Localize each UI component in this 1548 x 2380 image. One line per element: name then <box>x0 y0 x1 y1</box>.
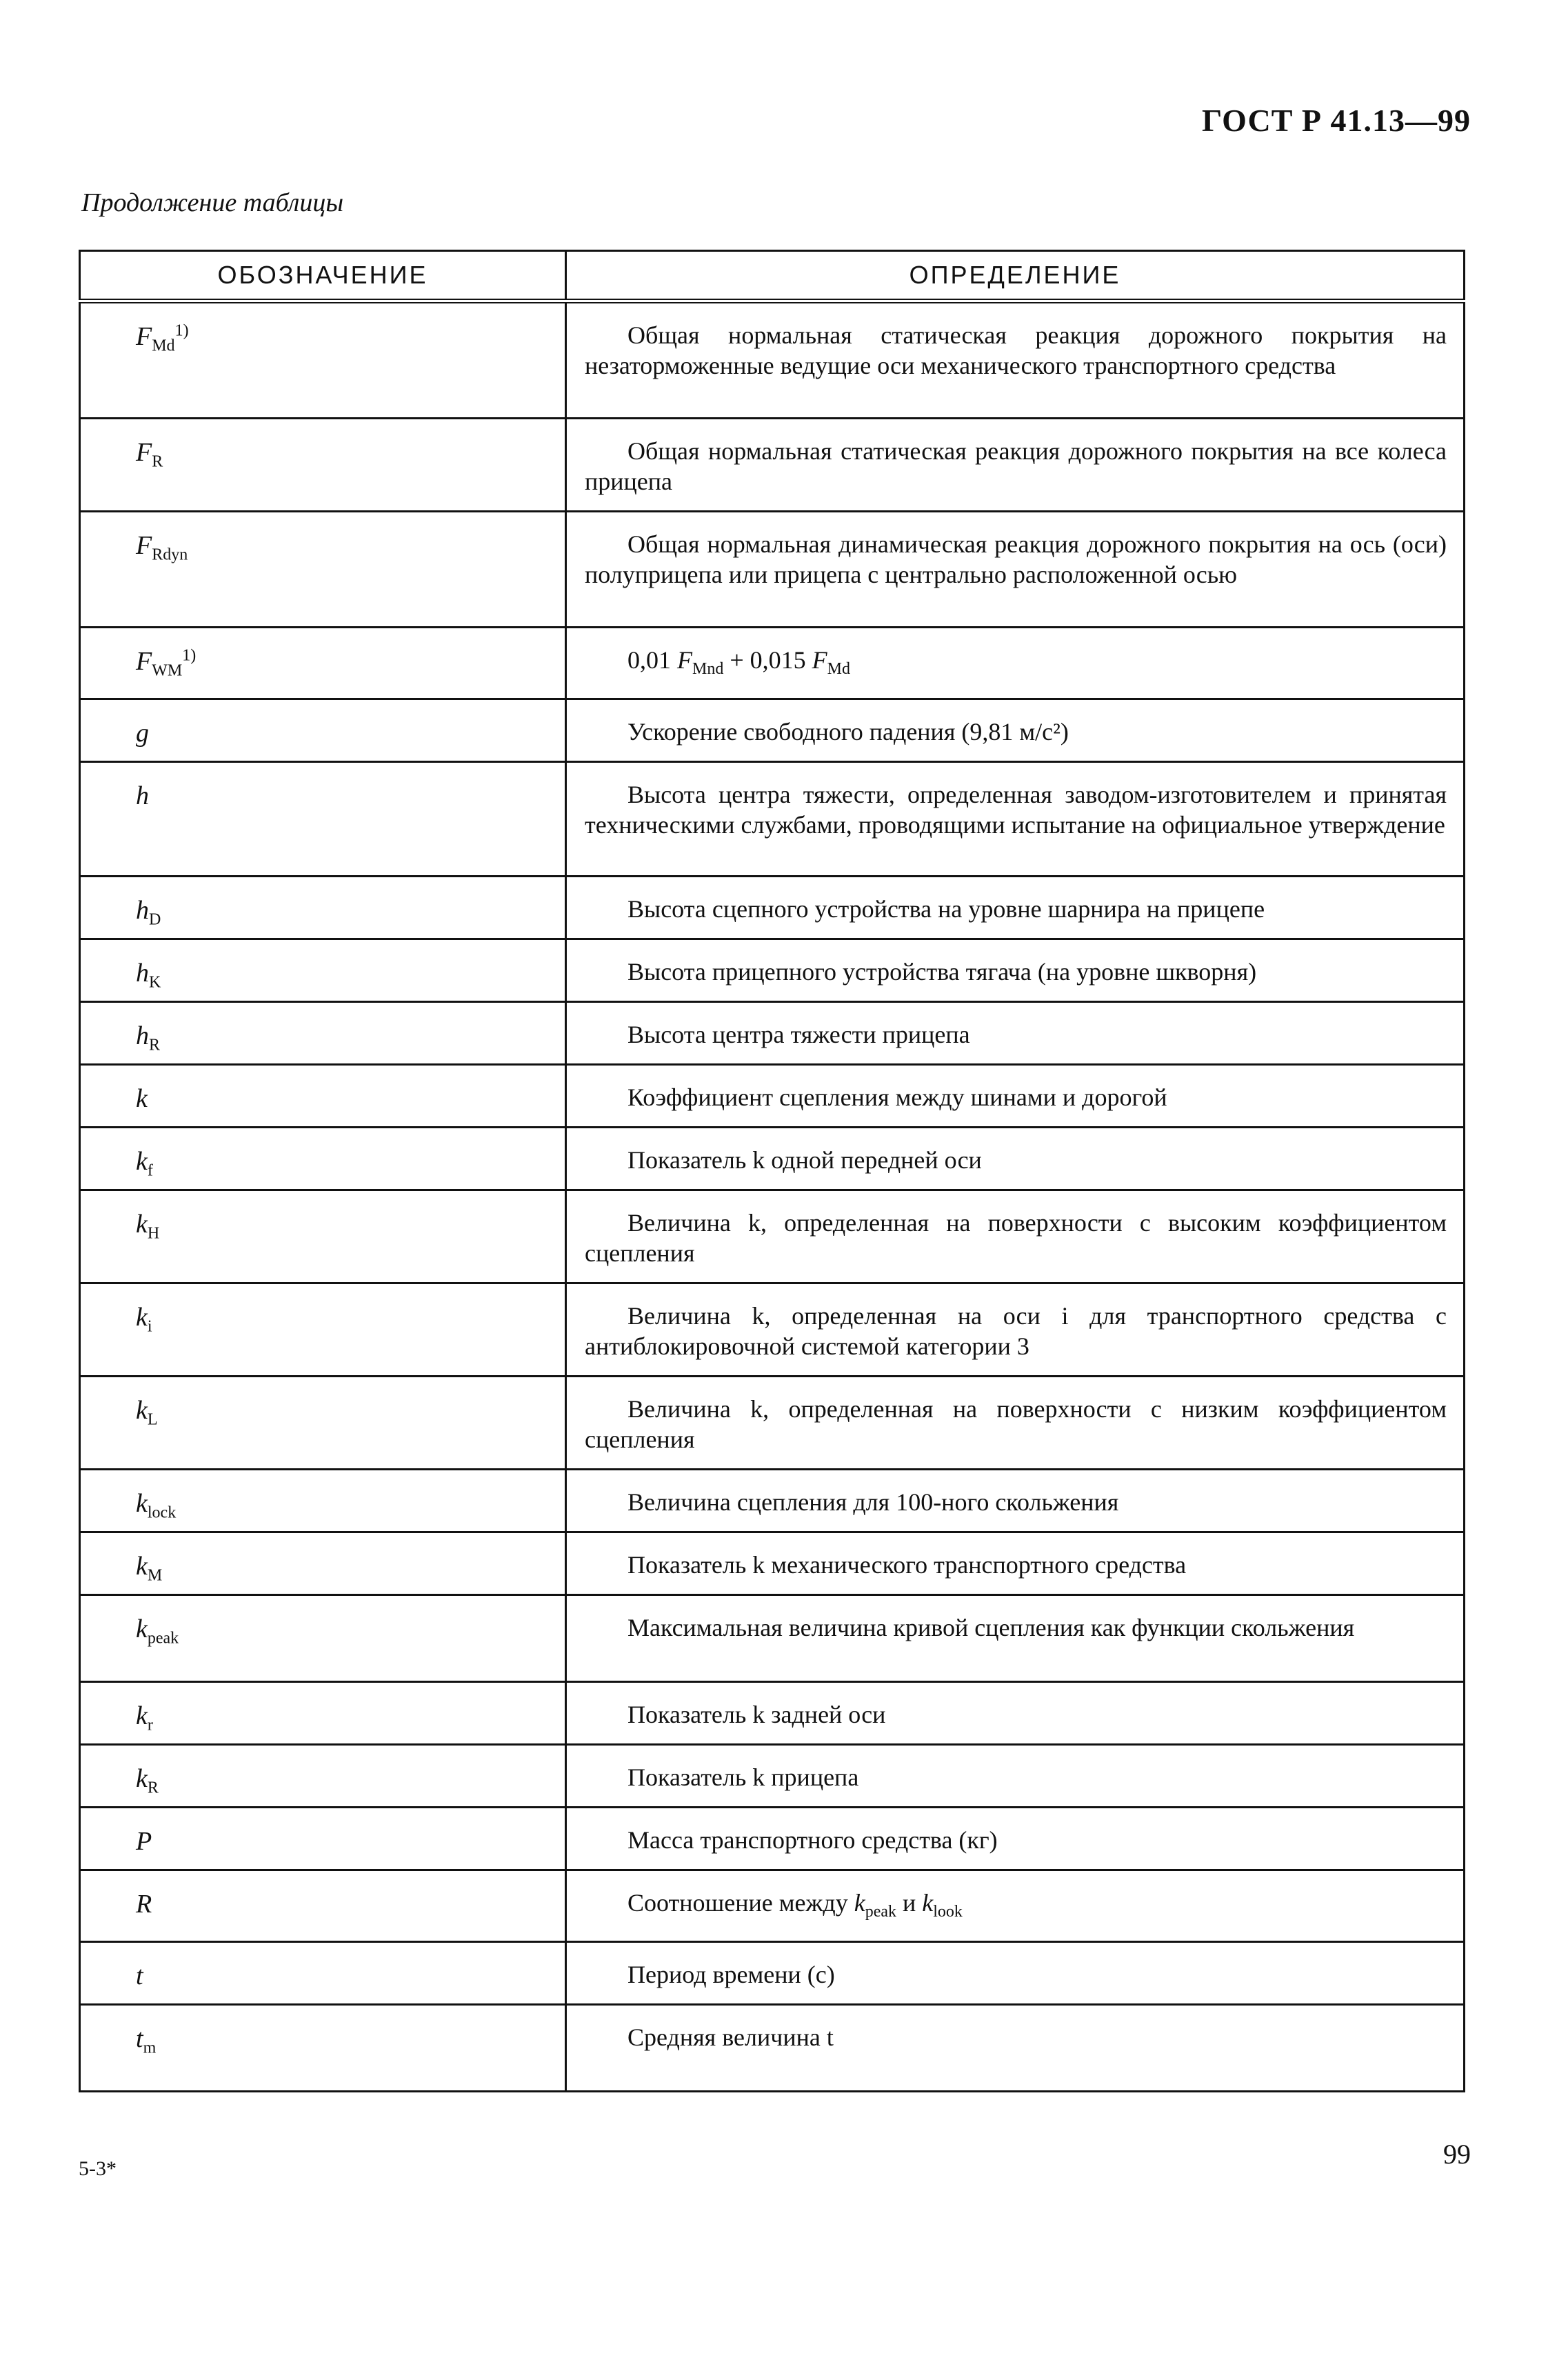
symbol-subscript: i <box>147 1317 152 1336</box>
symbol-base: k <box>136 1303 148 1332</box>
symbol-base: h <box>136 781 149 811</box>
symbol-subscript: f <box>147 1161 153 1180</box>
definition-cell: Общая нормальная динамическая реакция дорожного покрытия на ось (оси) полуприцепа или прицепа с центрально расположенной осью <box>566 512 1465 628</box>
column-header-definition: ОПРЕДЕЛЕНИЕ <box>566 251 1465 301</box>
symbol-cell <box>80 301 566 419</box>
symbol-subscript: WM <box>152 661 183 680</box>
symbol-cell <box>80 1128 566 1190</box>
symbol-cell <box>80 699 566 762</box>
symbol-subscript: lock <box>147 1503 177 1522</box>
symbol-subscript: r <box>147 1716 153 1734</box>
table-row <box>80 1532 1465 1595</box>
symbol-cell <box>80 1682 566 1745</box>
symbol-cell <box>80 2005 566 2092</box>
symbol-base: h <box>136 896 149 926</box>
symbol-subscript: H <box>147 1224 160 1243</box>
symbol-cell <box>80 1065 566 1128</box>
symbol-cell <box>80 1190 566 1283</box>
definition-cell: Масса транспортного средства (кг) <box>566 1808 1465 1870</box>
definition-cell: Показатель k механического транспортного средства <box>566 1532 1465 1595</box>
table-row <box>80 301 1465 419</box>
footer-sheet-mark: 5-3* <box>79 2157 117 2180</box>
definition-cell: Показатель k прицепа <box>566 1745 1465 1808</box>
definition-cell: Величина сцепления для 100-ного скольжения <box>566 1470 1465 1532</box>
symbol-base: k <box>136 1210 148 1239</box>
symbol-subscript: K <box>149 973 161 992</box>
symbol-cell <box>80 939 566 1002</box>
definition-cell: Высота центра тяжести, определенная заводом-изготовителем и принятая техническими службами, проводящими испытание на официальное утверждение <box>566 762 1465 877</box>
symbol-cell <box>80 1002 566 1065</box>
symbol-subscript: m <box>143 2039 157 2057</box>
table-row <box>80 1470 1465 1532</box>
table-row <box>80 1377 1465 1470</box>
table-row <box>80 2005 1465 2092</box>
table-row <box>80 628 1465 699</box>
symbol-base: F <box>136 647 152 676</box>
table-row <box>80 419 1465 512</box>
symbol-base: t <box>136 2024 143 2054</box>
symbol-base: k <box>136 1147 148 1177</box>
definition-cell: Средняя величина t <box>566 2005 1465 2092</box>
table-row <box>80 1745 1465 1808</box>
symbol-cell <box>80 628 566 699</box>
symbol-base: F <box>136 322 152 351</box>
symbol-cell <box>80 1283 566 1377</box>
column-header-symbol: ОБОЗНАЧЕНИЕ <box>80 251 566 301</box>
symbol-base: g <box>136 719 149 748</box>
definition-cell: Ускорение свободного падения (9,81 м/с²) <box>566 699 1465 762</box>
definition-cell: Показатель k одной передней оси <box>566 1128 1465 1190</box>
definition-cell: Коэффициент сцепления между шинами и дорогой <box>566 1065 1465 1128</box>
symbol-base: P <box>136 1827 152 1857</box>
symbol-base: k <box>136 1396 148 1426</box>
definition-cell: Максимальная величина кривой сцепления как функции скольжения <box>566 1595 1465 1682</box>
table-row <box>80 512 1465 628</box>
definition-cell: Величина k, определенная на поверхности с высоким коэффициентом сцепления <box>566 1190 1465 1283</box>
definition-cell: Высота прицепного устройства тягача (на уровне шкворня) <box>566 939 1465 1002</box>
definitions-table <box>79 250 1465 2092</box>
table-row <box>80 1065 1465 1128</box>
table-row <box>80 1128 1465 1190</box>
table-row <box>80 939 1465 1002</box>
table-row <box>80 1808 1465 1870</box>
symbol-base: k <box>136 1614 148 1644</box>
document-code: ГОСТ Р 41.13—99 <box>1202 103 1471 138</box>
symbol-cell <box>80 1942 566 2005</box>
table-row <box>80 1870 1465 1942</box>
symbol-subscript: D <box>149 910 161 929</box>
table-row <box>80 1190 1465 1283</box>
definition-cell: Соотношение между $k_{peak}$ и $k_{look}$ <box>566 1870 1465 1942</box>
symbol-cell <box>80 419 566 512</box>
definition-cell: Показатель k задней оси <box>566 1682 1465 1745</box>
symbol-subscript: R <box>152 452 163 471</box>
symbol-cell <box>80 1470 566 1532</box>
symbol-cell <box>80 1808 566 1870</box>
symbol-base: k <box>136 1489 148 1519</box>
table-row <box>80 762 1465 877</box>
symbol-footnote-mark: 1) <box>182 646 197 665</box>
symbol-cell <box>80 1532 566 1595</box>
table-row <box>80 1682 1465 1745</box>
symbol-base: F <box>136 438 152 467</box>
definition-cell: Общая нормальная статическая реакция дорожного покрытия на все колеса прицепа <box>566 419 1465 512</box>
table-row <box>80 877 1465 939</box>
table-continuation-caption: Продолжение таблицы <box>81 188 344 217</box>
symbol-base: h <box>136 959 149 988</box>
definition-cell: Высота сцепного устройства на уровне шарнира на прицепе <box>566 877 1465 939</box>
page-number: 99 <box>1443 2139 1471 2170</box>
table-row <box>80 699 1465 762</box>
symbol-base: R <box>136 1890 152 1919</box>
definition-cell: Высота центра тяжести прицепа <box>566 1002 1465 1065</box>
table-row <box>80 1283 1465 1377</box>
table-row <box>80 1942 1465 2005</box>
definition-cell: Величина k, определенная на оси i для транспортного средства с антиблокировочной системой категории 3 <box>566 1283 1465 1377</box>
symbol-cell <box>80 1745 566 1808</box>
symbol-base: F <box>136 531 152 560</box>
symbol-footnote-mark: 1) <box>174 321 189 340</box>
symbol-cell <box>80 1377 566 1470</box>
table-header-row <box>80 251 1465 301</box>
table-row <box>80 1002 1465 1065</box>
symbol-cell <box>80 1595 566 1682</box>
table-body <box>80 301 1465 2092</box>
symbol-base: k <box>136 1084 148 1114</box>
symbol-base: t <box>136 1961 143 1991</box>
symbol-subscript: peak <box>147 1629 179 1648</box>
symbol-subscript: Md <box>152 337 175 355</box>
definition-cell: Величина k, определенная на поверхности с низким коэффициентом сцепления <box>566 1377 1465 1470</box>
symbol-subscript: L <box>147 1410 158 1429</box>
definition-cell: Период времени (с) <box>566 1942 1465 2005</box>
symbol-cell <box>80 877 566 939</box>
symbol-base: h <box>136 1021 149 1051</box>
symbol-cell <box>80 1870 566 1942</box>
symbol-subscript: R <box>147 1779 159 1797</box>
symbol-base: k <box>136 1701 148 1731</box>
symbol-base: k <box>136 1764 148 1794</box>
symbol-subscript: Rdyn <box>152 546 188 564</box>
symbol-subscript: M <box>147 1566 163 1585</box>
symbol-cell <box>80 762 566 877</box>
definition-cell: Общая нормальная статическая реакция дорожного покрытия на незаторможенные ведущие оси механического транспортного средства <box>566 301 1465 419</box>
definition-cell: 0,01 $F_{Mnd} + 0,015$ $F_{Md}$ <box>566 628 1465 699</box>
symbol-cell <box>80 512 566 628</box>
symbol-subscript: R <box>149 1036 161 1054</box>
table-row <box>80 1595 1465 1682</box>
symbol-base: k <box>136 1552 148 1581</box>
